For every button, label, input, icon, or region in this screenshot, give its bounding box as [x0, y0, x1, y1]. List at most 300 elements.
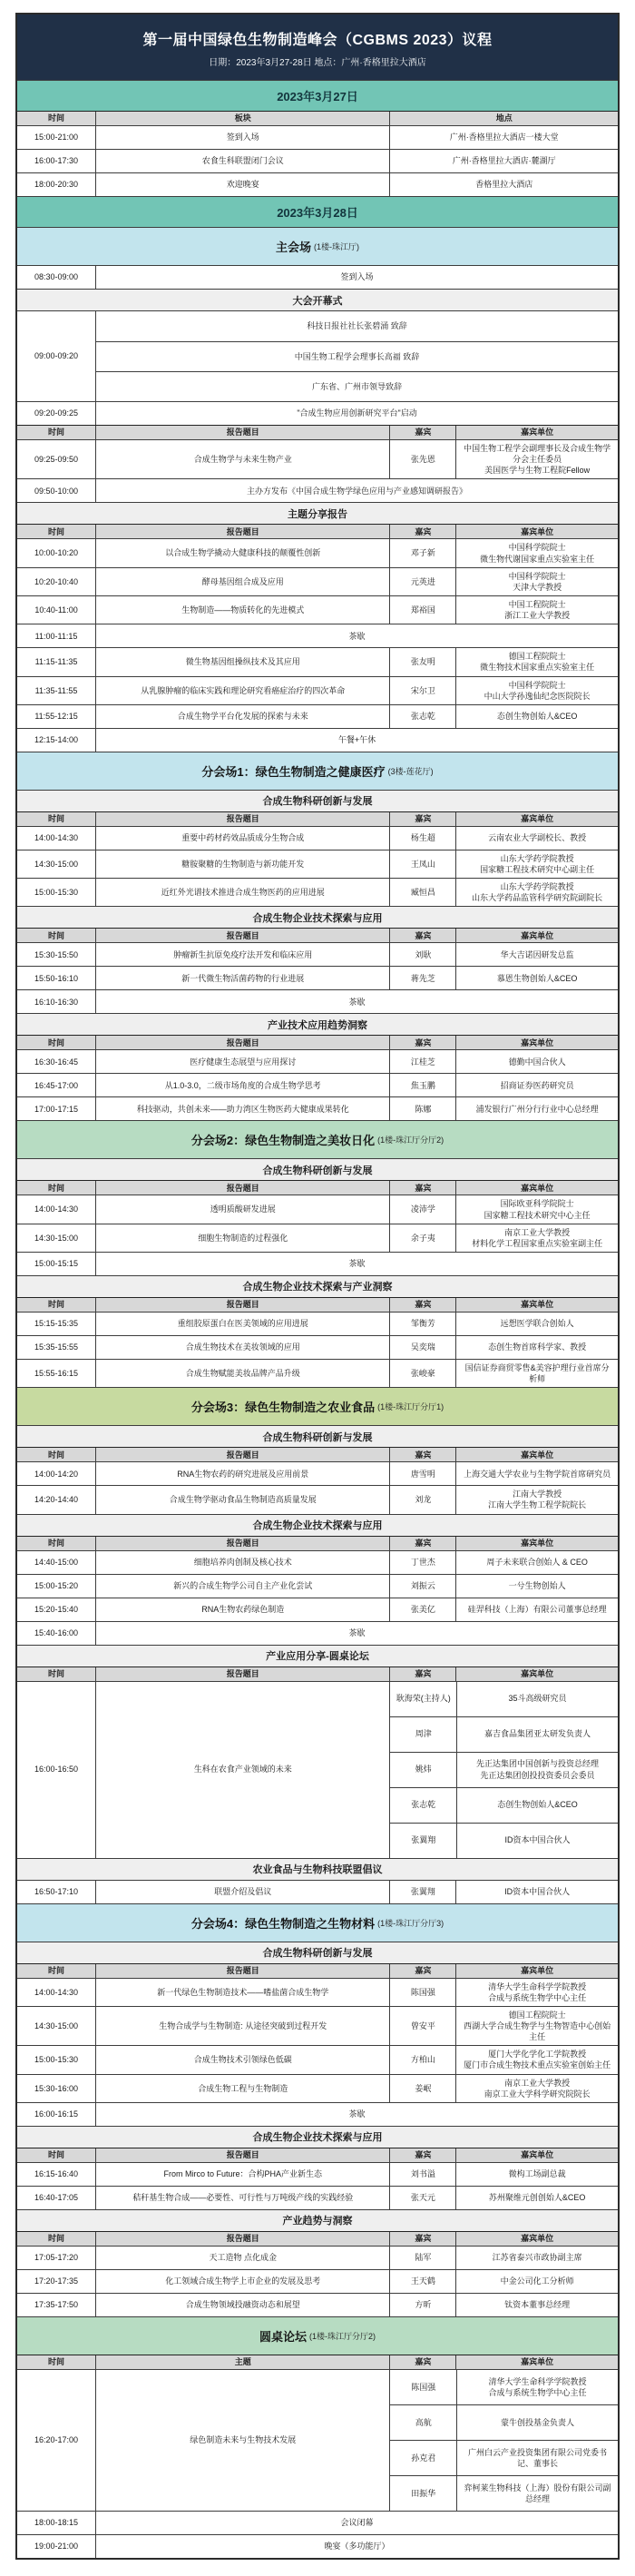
time-cell: 09:25-09:50 — [34, 455, 79, 465]
text-line: 苏州聚维元创创始人&CEO — [488, 2193, 586, 2203]
agenda-row — [17, 966, 618, 989]
column-header: 嘉宾单位 — [455, 1537, 618, 1550]
agenda-row — [17, 1461, 618, 1485]
session-note: (1楼-珠江厅分厅2) — [377, 1136, 444, 1145]
text-line: 中金公司化工分析师 — [500, 2276, 574, 2286]
agenda-row — [17, 1073, 618, 1096]
text-line: 山东大学药学院教授 — [500, 882, 574, 892]
column-header: 报告题目 — [95, 2148, 389, 2162]
day-band: 2023年3月28日 — [17, 196, 618, 227]
topic-cell: 联盟介绍及倡议 — [95, 1881, 389, 1903]
guest-row — [390, 1752, 618, 1787]
text-line: 天津大学教授 — [513, 582, 562, 592]
column-header: 嘉宾 — [389, 1964, 455, 1978]
column-header: 报告题目 — [95, 812, 389, 826]
agenda-row — [17, 1978, 618, 2006]
guest-cell: 宋尔卫 — [389, 677, 455, 704]
time-cell: 14:30-15:00 — [34, 859, 79, 869]
session-band — [17, 1387, 618, 1425]
column-header: 时间 — [17, 1036, 95, 1049]
guest-cell: 刘龙 — [389, 1486, 455, 1513]
guest-row — [390, 2370, 618, 2404]
guest-cell: 陈娜 — [389, 1097, 455, 1120]
text-line: 35斗高级研究员 — [508, 1694, 567, 1704]
agenda-row — [17, 538, 618, 566]
topic-cell: 细胞生物制造的过程强化 — [95, 1224, 389, 1252]
guest-org-cell — [455, 1336, 618, 1359]
text-line: 山东大学药品监管科学研究院副院长 — [472, 893, 603, 903]
session-band — [17, 1903, 618, 1942]
agenda-blocks — [17, 80, 618, 2558]
text-line: 钛资本董事总经理 — [504, 2300, 571, 2310]
time-cell: 14:00-14:30 — [34, 1987, 79, 1997]
guest-cell: 陆军 — [389, 2247, 455, 2269]
text-line: 国信证券商贸零售&美容护理行业首席分析师 — [464, 1362, 610, 1384]
guest-org-cell — [455, 1224, 618, 1252]
guest-org-cell — [455, 2187, 618, 2209]
column-header: 嘉宾 — [389, 1298, 455, 1312]
guest-org-cell — [455, 2163, 618, 2186]
guest-row — [390, 2440, 618, 2475]
agenda-row — [17, 1252, 618, 1275]
columns-header — [17, 1447, 618, 1461]
session-band — [17, 752, 618, 790]
text-line: 广州白云产业投资集团有限公司党委书记、董事长 — [468, 2447, 608, 2468]
column-header: 时间 — [17, 1298, 95, 1312]
agenda-row — [17, 624, 618, 647]
agenda-row — [17, 1359, 618, 1387]
column-header: 嘉宾单位 — [455, 1964, 618, 1978]
span-cell: "合成生物应用创新研究平台"启动 — [95, 402, 618, 425]
guest-org-cell — [455, 1313, 618, 1335]
span-cell: 晚宴（多功能厅） — [95, 2535, 618, 2558]
agenda-row — [17, 265, 618, 289]
text-line: 国家糖工程技术研究中心副主任 — [480, 864, 595, 874]
time-cell: 19:00-21:00 — [34, 2542, 79, 2551]
guest-org-cell — [455, 967, 618, 989]
column-header: 嘉宾 — [389, 1448, 455, 1461]
column-header: 报告题目 — [95, 525, 389, 538]
guest-cell: 张天元 — [389, 2187, 455, 2209]
column-header: 时间 — [17, 1667, 95, 1681]
text-line: 先正达集团创投投资委员会委员 — [480, 1770, 595, 1780]
column-header: 报告题目 — [95, 929, 389, 942]
section-band: 合成生物企业技术探索与产业洞察 — [17, 1275, 618, 1297]
agenda-row — [17, 2074, 618, 2102]
text-line: 南京工业大学教授 — [504, 2078, 571, 2088]
agenda-row — [17, 1598, 618, 1621]
text-line: 态创生物创始人&CEO — [497, 1800, 578, 1810]
time-cell: 14:00-14:30 — [34, 833, 79, 843]
guest-org-cell — [456, 1682, 618, 1716]
agenda-row — [17, 1335, 618, 1359]
agenda-row — [17, 1621, 618, 1645]
guest-cell: 张志乾 — [389, 705, 455, 728]
topic-cell: 科技驱动，共创未来——助力湾区生物医药大健康成果转化 — [95, 1097, 389, 1120]
time-cell: 15:35-15:55 — [34, 1342, 79, 1352]
guest-org-cell — [455, 1575, 618, 1598]
column-header: 报告题目 — [95, 1964, 389, 1978]
agenda-row — [17, 1312, 618, 1335]
time-cell: 18:00-20:30 — [34, 180, 79, 190]
guest-org-cell — [455, 596, 618, 624]
guest-org-cell — [455, 1462, 618, 1485]
time-cell: 17:20-17:35 — [34, 2276, 79, 2286]
agenda-row — [17, 2162, 618, 2186]
time-cell: 09:50-10:00 — [34, 486, 79, 496]
column-header: 报告题目 — [95, 1537, 389, 1550]
span-cell: 茶歇 — [95, 1622, 618, 1645]
column-header: 时间 — [17, 525, 95, 538]
text-line: 德国工程院院士 — [508, 2010, 566, 2020]
guest-cell: 张翼翔 — [389, 1881, 455, 1903]
agenda-row — [17, 878, 618, 906]
session-title: 主会场 — [275, 241, 311, 254]
time-cell: 14:00-14:20 — [34, 1469, 79, 1479]
guest-cell: 王天鹤 — [389, 2270, 455, 2293]
text-line: 山东大学药学院教授 — [500, 853, 574, 863]
session-note: (1楼-珠江厅) — [314, 242, 359, 251]
item-cell: 中国生物工程学会理事长高福 致辞 — [96, 341, 618, 371]
time-cell: 16:45-17:00 — [34, 1080, 79, 1090]
time-cell: 15:55-16:15 — [34, 1369, 79, 1379]
guest-cell: 张志乾 — [411, 1800, 436, 1810]
text-line: 慕恩生物创始人&CEO — [496, 973, 578, 983]
topic-cell: 合成生物技术引领绿色低碳 — [95, 2046, 389, 2073]
guest-org-cell — [455, 1881, 618, 1903]
columns-header — [17, 928, 618, 942]
topic-cell: 秸秆基生物合成——必要性、可行性与万吨级产线的实践经验 — [95, 2187, 389, 2209]
columns-header — [17, 1963, 618, 1978]
topic-cell: 合成生物领域投融资动态和展望 — [95, 2294, 389, 2316]
roundtable-row — [17, 2369, 618, 2511]
agenda-row — [17, 439, 618, 478]
guest-org-cell — [455, 2046, 618, 2073]
text-line: 态创生物首席科学家、教授 — [488, 1342, 587, 1352]
time-cell: 11:00-11:15 — [34, 631, 78, 641]
agenda-row — [17, 1574, 618, 1598]
time-cell: 15:40-16:00 — [34, 1627, 79, 1637]
agenda-row — [17, 1880, 618, 1903]
text-line: ID资本中国合伙人 — [504, 1886, 571, 1896]
agenda-row — [17, 401, 618, 425]
guest-org-cell — [455, 568, 618, 595]
guest-org-cell — [456, 1824, 618, 1858]
columns-header — [17, 1667, 618, 1681]
guest-cell: 邹衡芳 — [389, 1313, 455, 1335]
agenda-row — [17, 1550, 618, 1574]
topic-cell: 以合成生物学撬动大健康科技的颠覆性创新 — [95, 539, 389, 566]
time-cell: 16:20-17:00 — [34, 2435, 79, 2445]
time-cell: 12:15-14:00 — [34, 735, 79, 745]
column-header: 嘉宾单位 — [455, 1181, 618, 1195]
column-header: 报告题目 — [95, 1667, 389, 1681]
time-cell: 16:00-16:15 — [34, 2109, 79, 2119]
time-cell: 15:00-15:30 — [34, 2055, 79, 2065]
text-line: 远想医学联合创始人 — [500, 1319, 574, 1329]
text-line: 硅羿科技（上海）有限公司董事总经理 — [467, 1604, 607, 1614]
topic-cell: 化工领域合成生物学上市企业的发展及思考 — [95, 2270, 389, 2293]
text-line: 江南大学教授 — [513, 1490, 562, 1499]
guest-cell: 元英进 — [389, 568, 455, 595]
guest-cell: 丁世杰 — [389, 1551, 455, 1574]
conference-title: 第一届中国绿色生物制造峰会（CGBMS 2023）议程 — [142, 33, 493, 48]
time-cell: 16:00-17:30 — [34, 156, 79, 166]
topic-cell: 生物合成学与生物制造: 从途径突破到过程开发 — [95, 2007, 389, 2045]
text-line: 云南农业大学副校长、教授 — [488, 833, 587, 843]
column-header: 嘉宾单位 — [455, 1448, 618, 1461]
guest-cell: 唐雪明 — [389, 1462, 455, 1485]
text-line: 西湖大学合成生物学与生物智造中心创始主任 — [464, 2020, 611, 2042]
text-line: 清华大学生命科学学院教授 — [488, 2376, 587, 2386]
guest-org-cell — [455, 1195, 618, 1223]
text-line: 合成与系统生物学中心主任 — [488, 1992, 587, 2002]
agenda-row — [17, 1485, 618, 1513]
guest-org-cell — [455, 1979, 618, 2006]
agenda-row — [17, 172, 618, 196]
time-cell: 11:15-11:35 — [34, 657, 78, 667]
conference-date-location: 日期：2023年3月27-28日 地点：广州·香格里拉大酒店 — [209, 58, 426, 68]
column-header: 嘉宾单位 — [455, 2355, 618, 2369]
agenda-table — [15, 13, 620, 2560]
column-header: 嘉宾 — [389, 525, 455, 538]
guest-cell: 方柏山 — [389, 2046, 455, 2073]
agenda-row — [17, 850, 618, 878]
session-title: 圆桌论坛 — [259, 2329, 307, 2344]
guest-cell: 焦玉鹏 — [389, 1074, 455, 1096]
guest-org-cell — [455, 1551, 618, 1574]
section-band: 主题分享报告 — [17, 502, 618, 524]
session-band — [17, 227, 618, 265]
text-line: 中国科学院院士 — [508, 543, 566, 553]
section-band: 产业技术应用趋势洞察 — [17, 1013, 618, 1035]
agenda-row — [17, 676, 618, 704]
topic-cell: 近红外光谱技术推进合成生物医药的应用进展 — [95, 879, 389, 906]
guest-cell: 张美亿 — [389, 1598, 455, 1621]
topic-cell: 透明质酸研发进展 — [95, 1195, 389, 1223]
span-cell: 茶歇 — [95, 1253, 618, 1275]
column-header: 嘉宾单位 — [455, 1667, 618, 1681]
roundtable-row — [17, 1681, 618, 1858]
venue-cell: 广州·香格里拉大酒店一楼大堂 — [389, 126, 618, 149]
guest-row — [390, 1682, 618, 1716]
time-cell: 15:30-15:50 — [34, 949, 79, 959]
span-cell: 茶歇 — [95, 624, 618, 647]
topic-cell: 肿瘤新生抗原免疫疗法开发和临床应用 — [95, 943, 389, 966]
topic-cell: 新一代微生物活菌药物的行业进展 — [95, 967, 389, 989]
item-cell: 科技日报社社长张碧涌 致辞 — [307, 321, 407, 331]
text-line: 微生物代谢国家重点实验室主任 — [480, 554, 595, 564]
agenda-row — [17, 2006, 618, 2045]
time-cell: 14:20-14:40 — [34, 1495, 79, 1505]
topic-cell: 合成生物学驱动食品生物制造高质量发展 — [95, 1486, 389, 1513]
agenda-row — [17, 2269, 618, 2293]
topic-cell: 合成生物学与未来生物产业 — [95, 440, 389, 478]
section-band: 合成生物企业技术探索与应用 — [17, 906, 618, 928]
columns-header — [17, 1180, 618, 1195]
agenda-row — [17, 989, 618, 1013]
column-header: 嘉宾单位 — [455, 812, 618, 826]
agenda-row — [17, 149, 618, 172]
venue-cell: 香格里拉大酒店 — [389, 173, 618, 196]
text-line: 合成与系统生物学中心主任 — [488, 2387, 587, 2397]
time-cell: 15:20-15:40 — [34, 1604, 79, 1614]
topic-cell: From Mirco to Future：合构PHA产业新生态 — [95, 2163, 389, 2186]
column-header: 嘉宾 — [389, 2355, 455, 2369]
agenda-row — [17, 728, 618, 752]
column-header: 嘉宾单位 — [455, 1298, 618, 1312]
guest-cell: 刘耿 — [389, 943, 455, 966]
items-column — [95, 311, 618, 401]
time-cell: 16:00-16:50 — [34, 1765, 79, 1775]
time-cell: 14:30-15:00 — [34, 1233, 79, 1243]
text-line: 周子未来联合创始人 & CEO — [486, 1557, 588, 1567]
guest-cell: 陈国强 — [389, 1979, 455, 2006]
text-line: 厦门大学化学化工学院教授 — [488, 2050, 587, 2060]
columns-header — [17, 111, 618, 125]
agenda-row — [17, 2534, 618, 2558]
guest-row — [390, 1823, 618, 1858]
topic-cell: 细胞培养肉创制及核心技术 — [95, 1551, 389, 1574]
time-cell: 15:00-15:15 — [34, 1259, 79, 1269]
guest-org-cell — [455, 2294, 618, 2316]
column-header: 嘉宾单位 — [455, 929, 618, 942]
time-cell: 14:00-14:30 — [34, 1204, 79, 1214]
venue-cell: 广州·香格里拉大酒店·麓湖厅 — [389, 150, 618, 172]
text-line: 嘉吉食品集团亚太研发负责人 — [484, 1729, 591, 1739]
topic-cell: 从乳腺肿瘤的临床实践和理论研究看癌症治疗的四次革命 — [95, 677, 389, 704]
guest-org-cell — [455, 2007, 618, 2045]
column-header: 时间 — [17, 112, 95, 125]
topic-cell: 从1.0-3.0，二级市场角度的合成生物学思考 — [95, 1074, 389, 1096]
text-line: 微生物技术国家重点实验室主任 — [480, 663, 595, 673]
guest-cell: 曾安平 — [389, 2007, 455, 2045]
time-cell: 16:15-16:40 — [34, 2169, 79, 2179]
text-line: 先正达集团中国创新与投资总经理 — [476, 1759, 600, 1769]
guest-org-cell — [455, 879, 618, 906]
time-cell: 15:00-21:00 — [34, 133, 79, 143]
time-cell: 08:30-09:00 — [34, 272, 79, 282]
columns-header — [17, 1297, 618, 1312]
guest-org-cell — [455, 648, 618, 675]
column-header: 嘉宾 — [389, 1667, 455, 1681]
agenda-row — [17, 2102, 618, 2126]
guest-org-cell — [455, 1097, 618, 1120]
module-cell: 农食生科联盟闭门会议 — [95, 150, 389, 172]
text-line: 蒙牛创投基金负责人 — [501, 2417, 575, 2427]
text-line: 上海交通大学农业与生物学院首席研究员 — [464, 1469, 611, 1479]
guest-org-cell — [455, 440, 618, 478]
guest-org-cell — [455, 705, 618, 728]
guest-cell: 耿海荣(主持人) — [396, 1694, 451, 1704]
agenda-row — [17, 2186, 618, 2209]
column-header: 时间 — [17, 1537, 95, 1550]
guests-column — [389, 1682, 618, 1858]
section-band: 合成生物科研创新与发展 — [17, 1425, 618, 1447]
column-header: 嘉宾单位 — [455, 525, 618, 538]
guest-org-cell — [455, 677, 618, 704]
agenda-row — [17, 1195, 618, 1223]
text-line: 德国工程院院士 — [508, 652, 566, 662]
column-header: 嘉宾 — [389, 1036, 455, 1049]
column-header: 嘉宾单位 — [455, 1036, 618, 1049]
topic-cell: 合成生物工程与生物制造 — [95, 2075, 389, 2102]
guest-row — [390, 2475, 618, 2511]
session-note: (1楼-珠江厅分厅1) — [377, 1402, 444, 1412]
guest-cell: 周津 — [415, 1729, 432, 1739]
column-header: 嘉宾 — [389, 426, 455, 439]
text-line: 浙江工业大学教授 — [504, 611, 571, 621]
guest-org-cell — [455, 539, 618, 566]
column-header: 时间 — [17, 2232, 95, 2246]
columns-header — [17, 2231, 618, 2246]
text-line: 材料化学工程国家重点实验室副主任 — [472, 1238, 603, 1248]
guest-org-cell — [455, 2270, 618, 2293]
guest-cell: 姜岷 — [389, 2075, 455, 2102]
topic-cell: 合成生物学平台化发展的探索与未来 — [95, 705, 389, 728]
column-header: 嘉宾单位 — [455, 2232, 618, 2246]
text-line: 南京工业大学教授 — [504, 1227, 571, 1237]
guest-org-cell — [455, 943, 618, 966]
column-header: 嘉宾 — [389, 929, 455, 942]
guest-cell: 张翼翔 — [411, 1835, 436, 1845]
text-line: 德勤中国合伙人 — [508, 1057, 566, 1067]
column-header: 报告题目 — [95, 1298, 389, 1312]
agenda-row — [17, 1096, 618, 1120]
agenda-row — [17, 2045, 618, 2073]
guest-cell: 臧恒昌 — [389, 879, 455, 906]
section-band: 产业应用分享-圆桌论坛 — [17, 1645, 618, 1667]
column-header: 报告题目 — [95, 1448, 389, 1461]
column-header: 报告题目 — [95, 2232, 389, 2246]
column-header: 嘉宾 — [389, 2232, 455, 2246]
session-band — [17, 2316, 618, 2355]
column-header: 嘉宾 — [389, 1537, 455, 1550]
time-cell: 10:40-11:00 — [34, 605, 78, 615]
topic-cell: 生物制造——物质转化的先进模式 — [95, 596, 389, 624]
time-cell: 09:20-09:25 — [34, 408, 79, 418]
agenda-row — [17, 478, 618, 502]
topic-cell: RNA生物农药的研究进展及应用前景 — [95, 1462, 389, 1485]
time-cell: 16:50-17:10 — [34, 1886, 79, 1896]
columns-header — [17, 2148, 618, 2162]
topic-cell: 重要中药材药效品质成分生物合成 — [95, 827, 389, 850]
guest-cell: 吴奕瑞 — [389, 1336, 455, 1359]
module-cell: 欢迎晚宴 — [95, 173, 389, 196]
time-cell: 11:35-11:55 — [34, 685, 78, 695]
text-line: ID资本中国合伙人 — [504, 1835, 571, 1845]
session-title: 分会场4：绿色生物制造之生物材料 — [190, 1916, 376, 1931]
text-line: 态创生物创始人&CEO — [496, 712, 578, 722]
text-line: 中国生物工程学会副理事长及合成生物学分会主任委员 — [464, 444, 611, 465]
text-line: 中国科学院院士 — [508, 680, 566, 690]
column-header: 主题 — [95, 2355, 389, 2369]
guest-org-cell — [455, 850, 618, 878]
guest-cell: 张先恩 — [389, 440, 455, 478]
topic-cell: 医疗健康生态展望与应用探讨 — [95, 1050, 389, 1073]
text-line: 弈柯莱生物科技（上海）股份有限公司副总经理 — [464, 2483, 611, 2503]
time-cell: 09:00-09:20 — [34, 351, 79, 361]
column-header: 地点 — [389, 112, 618, 125]
column-header: 报告题目 — [95, 426, 389, 439]
guest-org-cell — [455, 1360, 618, 1387]
guest-row — [390, 1716, 618, 1752]
guests-column — [389, 2370, 618, 2511]
guest-org-cell — [455, 1050, 618, 1073]
agenda-row — [17, 125, 618, 149]
column-header: 板块 — [95, 112, 389, 125]
time-cell: 17:05-17:20 — [34, 2253, 79, 2263]
